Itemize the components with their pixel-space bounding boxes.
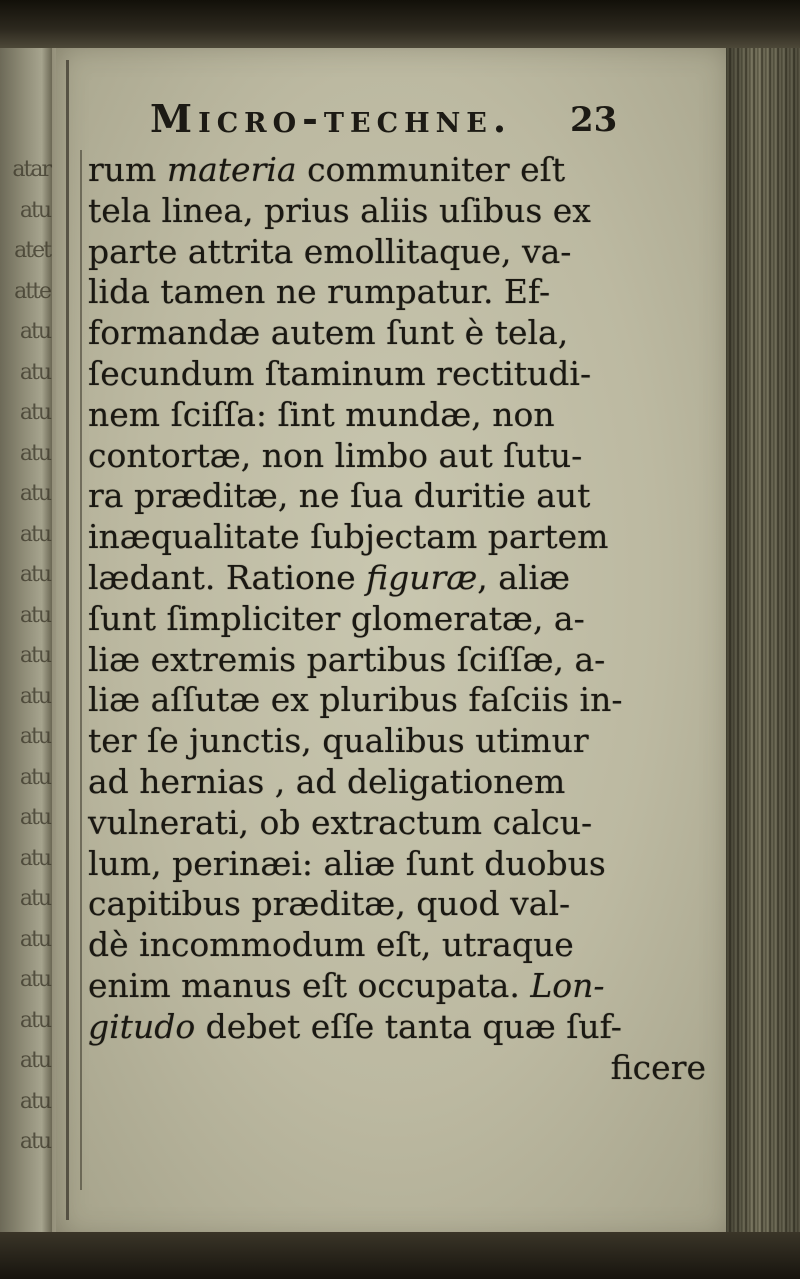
margin-fragment: atu: [19, 845, 50, 871]
text-run: liæ aſſutæ ex pluribus faſciis in-: [88, 680, 623, 720]
margin-fragment: atu: [19, 521, 50, 547]
margin-fragment: atu: [19, 1129, 50, 1154]
text-line: [88, 517, 718, 558]
text-line: [88, 966, 718, 1007]
text-line: [88, 1007, 718, 1048]
gutter-line: [80, 150, 82, 1190]
text-line: [88, 925, 718, 966]
margin-fragment: atu: [19, 683, 50, 709]
margin-fragment: atu: [19, 197, 50, 223]
text-line: [88, 476, 718, 517]
margin-fragment: atu: [19, 805, 50, 830]
text-run: lædant. Ratione: [88, 557, 367, 597]
margin-fragment: atu: [19, 967, 50, 992]
bottom-dark-edge: [0, 1232, 800, 1279]
text-run: nem ſciſſa: ſint mundæ, non: [88, 394, 555, 434]
italic-word: figuræ: [366, 557, 478, 597]
margin-fragment: atu: [19, 643, 50, 668]
text-run: vulnerati, ob extractum calcu-: [88, 802, 593, 842]
text-line: [88, 599, 718, 640]
margin-fragment: atu: [19, 764, 50, 790]
text-run: formandæ autem ſunt è tela,: [88, 313, 569, 353]
text-run: tela linea, prius aliis uſibus ex: [88, 190, 591, 230]
text-run: dè incommodum eſt, utraque: [88, 925, 574, 965]
text-line: [88, 844, 718, 885]
previous-page-text-fragments: [2, 150, 50, 1163]
text-run: ficere: [610, 1047, 706, 1087]
margin-fragment: atu: [19, 1088, 50, 1114]
italic-word: gitudo: [88, 1006, 196, 1046]
text-line: [88, 721, 718, 762]
margin-fragment: atu: [19, 400, 50, 425]
margin-fragment: atu: [19, 886, 50, 911]
gutter-shadow: [66, 60, 69, 1220]
text-run: lida tamen ne rumpatur. Ef-: [88, 272, 551, 312]
text-line: [88, 762, 718, 803]
margin-fragment: atu: [19, 602, 50, 628]
text-run: rum: [88, 150, 167, 189]
margin-fragment: atu: [19, 359, 50, 385]
text-line: [88, 884, 718, 925]
page-header: [150, 96, 670, 146]
text-line: [88, 232, 718, 273]
margin-fragment: atu: [19, 1048, 50, 1073]
text-run: enim manus eſt occupata.: [88, 965, 531, 1005]
text-run: ad hernias , ad deligationem: [88, 761, 566, 801]
page-number: 23: [570, 100, 618, 140]
text-line: [88, 558, 718, 599]
text-line: [88, 150, 718, 191]
text-run: ra præditæ, ne ſua duritie aut: [88, 476, 591, 516]
text-run: contortæ, non limbo aut ſutu-: [88, 435, 583, 475]
margin-fragment: atu: [19, 440, 50, 466]
margin-fragment: atu: [19, 481, 50, 506]
margin-fragment: atu: [19, 1007, 50, 1033]
text-run: ſunt ſimpliciter glomeratæ, a-: [88, 598, 585, 638]
text-run: ter ſe junctis, qualibus utimur: [88, 721, 589, 761]
margin-fragment: atte: [14, 278, 50, 304]
margin-fragment: atu: [19, 724, 50, 749]
text-run: debet eſſe tanta quæ ſuf-: [195, 1006, 622, 1046]
text-run: parte attrita emollitaque, va-: [88, 231, 572, 271]
text-line: [88, 803, 718, 844]
margin-fragment: atet: [14, 238, 50, 263]
margin-fragment: atu: [19, 319, 50, 344]
body-text: [88, 150, 718, 1088]
text-run: capitibus præditæ, quod val-: [88, 884, 571, 924]
text-line: [88, 436, 718, 477]
margin-fragment: atu: [19, 926, 50, 952]
text-run: communiter eſt: [296, 150, 566, 189]
text-run: inæqualitate ſubjectam partem: [88, 517, 609, 557]
text-line: [88, 640, 718, 681]
italic-word: materia: [166, 150, 297, 189]
text-line: [88, 680, 718, 721]
text-line: [88, 1048, 718, 1089]
fore-edge-shadow: [726, 44, 800, 1240]
italic-word: Lon-: [530, 965, 605, 1005]
text-run: lum, perinæi: aliæ ſunt duobus: [88, 843, 606, 883]
text-line: [88, 191, 718, 232]
text-line: [88, 272, 718, 313]
margin-fragment: atar: [12, 157, 50, 182]
text-run: ſecundum ſtaminum rectitudi-: [88, 353, 592, 393]
running-head: Micro-techne.: [150, 96, 513, 141]
text-run: , aliæ: [477, 557, 571, 597]
top-dark-edge: [0, 0, 800, 48]
text-line: [88, 354, 718, 395]
text-run: liæ extremis partibus ſciſſæ, a-: [88, 639, 606, 679]
margin-fragment: atu: [19, 562, 50, 587]
text-line: [88, 395, 718, 436]
text-line: [88, 313, 718, 354]
